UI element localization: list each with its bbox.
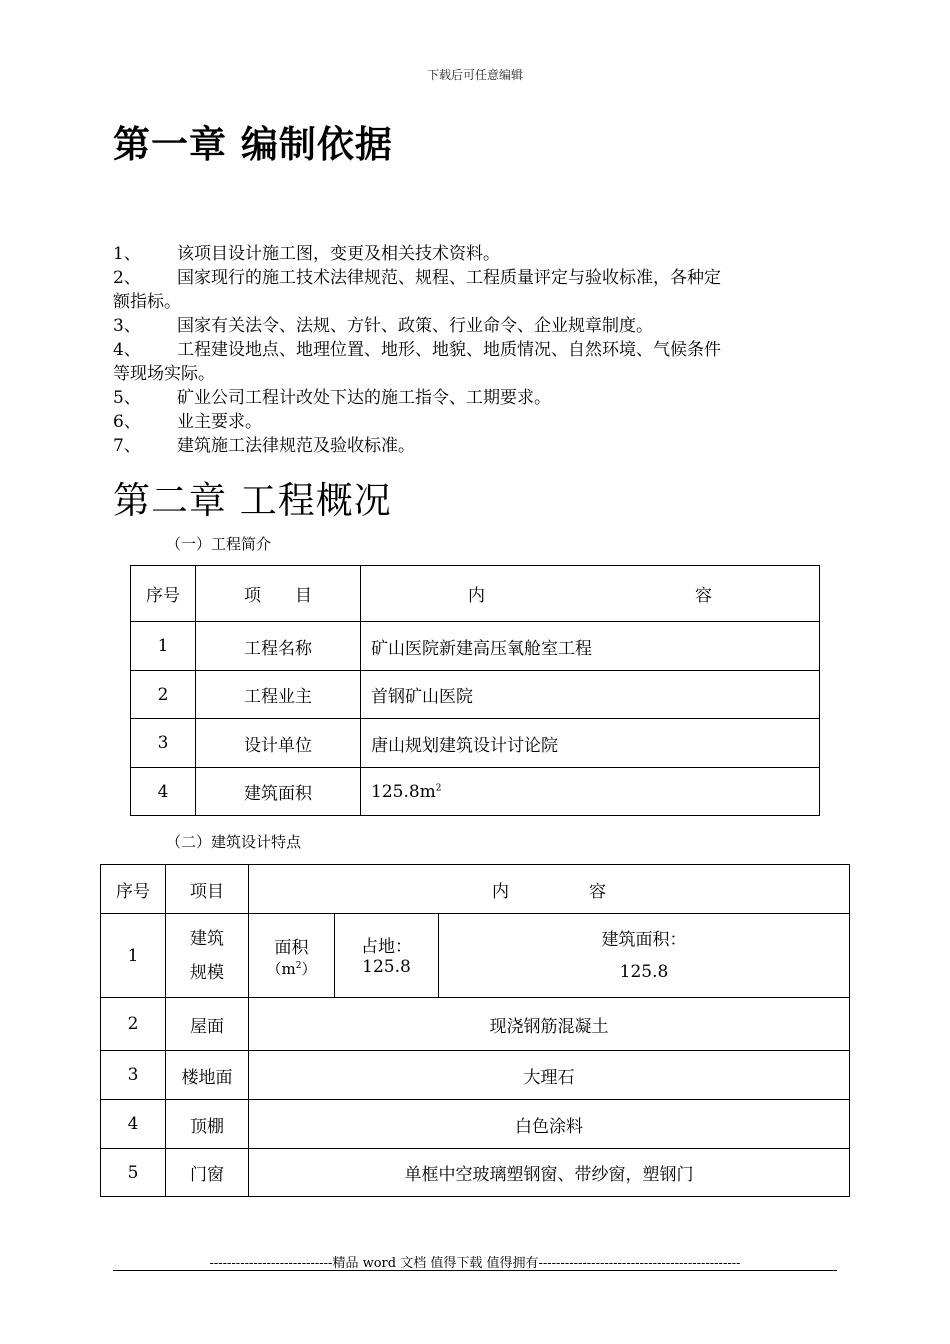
- cell-seq: 5: [101, 1149, 166, 1197]
- cell-item: 屋面: [166, 998, 249, 1051]
- table-row: [101, 998, 850, 1051]
- header-item: 项目: [166, 865, 249, 914]
- cell-content: 矿山医院新建高压氧舱室工程: [361, 622, 820, 671]
- cell-seq: 2: [131, 671, 196, 719]
- table-header-row: [101, 865, 850, 914]
- chapter1-title: 第一章 编制依据: [113, 123, 393, 166]
- table-row: [101, 914, 850, 998]
- cell-seq: 2: [101, 998, 166, 1051]
- list-item: 1、 该项目设计施工图，变更及相关技术资料。: [113, 244, 500, 264]
- basis-list: [113, 242, 803, 458]
- section1-title: （一）工程简介: [166, 535, 272, 553]
- list-item: 4、 工程建设地点、地理位置、地形、地貌、地质情况、自然环境、气候条件: [113, 340, 721, 360]
- cell-item: 建筑面积: [196, 768, 361, 816]
- cell-seq: 4: [101, 1100, 166, 1149]
- cell-seq: 3: [131, 719, 196, 768]
- header-note: 下载后可任意编辑: [426, 68, 523, 82]
- header-seq: 序号: [101, 865, 166, 914]
- project-intro-table: [130, 565, 820, 816]
- list-item: 7、 建筑施工法律规范及验收标准。: [113, 436, 415, 456]
- table-row: [101, 1149, 850, 1197]
- table-row: [131, 768, 820, 816]
- cell-item: 设计单位: [196, 719, 361, 768]
- cell-area: 面积 $(m^2)$: [249, 914, 335, 998]
- list-item: 3、 国家有关法令、法规、方针、政策、行业命令、企业规章制度。: [113, 316, 653, 336]
- cell-seq: 3: [101, 1051, 166, 1100]
- table-header-row: [131, 566, 820, 622]
- cell-land: 占地： 125.8: [335, 914, 439, 998]
- cell-content: 首钢矿山医院: [361, 671, 820, 719]
- cell-item: 门窗: [166, 1149, 249, 1197]
- header-seq: 序号: [131, 566, 196, 622]
- table-row: [131, 671, 820, 719]
- list-item-continuation: 等现场实际。: [113, 364, 215, 384]
- cell-content: 现浇钢筋混凝土: [249, 998, 850, 1051]
- chapter2-title: 第二章 工程概况: [113, 479, 392, 522]
- list-item: 6、 业主要求。: [113, 412, 262, 432]
- cell-seq: 1: [101, 914, 166, 998]
- header-content: 内 容: [361, 566, 820, 622]
- cell-content: 白色涂料: [249, 1100, 850, 1149]
- list-item: 2、 国家现行的施工技术法律规范、规程、工程质量评定与验收标准，各种定: [113, 268, 721, 288]
- header-item: 项 目: [196, 566, 361, 622]
- cell-content: $125.8m^2$: [361, 768, 820, 816]
- section2-title: （二）建筑设计特点: [166, 833, 302, 851]
- cell-item: 工程业主: [196, 671, 361, 719]
- table-row: [101, 1100, 850, 1149]
- list-item-continuation: 额指标。: [113, 292, 181, 312]
- cell-seq: 4: [131, 768, 196, 816]
- cell-item: 建筑 规模: [166, 914, 249, 998]
- cell-item: 顶棚: [166, 1100, 249, 1149]
- cell-content: 大理石: [249, 1051, 850, 1100]
- cell-seq: 1: [131, 622, 196, 671]
- table-row: [101, 1051, 850, 1100]
- table-row: [131, 719, 820, 768]
- header-content: 内 容: [249, 865, 850, 914]
- footer-divider: [113, 1270, 837, 1271]
- list-item: 5、 矿业公司工程计改处下达的施工指令、工期要求。: [113, 388, 551, 408]
- cell-build-area: 建筑面积： 125.8: [439, 914, 850, 998]
- table-row: [131, 622, 820, 671]
- design-features-table: [100, 864, 850, 1197]
- cell-content: 唐山规划建筑设计讨论院: [361, 719, 820, 768]
- footer-text: ----------------------------精品 word 文档 值得下载 值得拥有----------------------------------------------: [209, 1256, 741, 1271]
- cell-content: 单框中空玻璃塑钢窗、带纱窗，塑钢门: [249, 1149, 850, 1197]
- cell-item: 楼地面: [166, 1051, 249, 1100]
- cell-item: 工程名称: [196, 622, 361, 671]
